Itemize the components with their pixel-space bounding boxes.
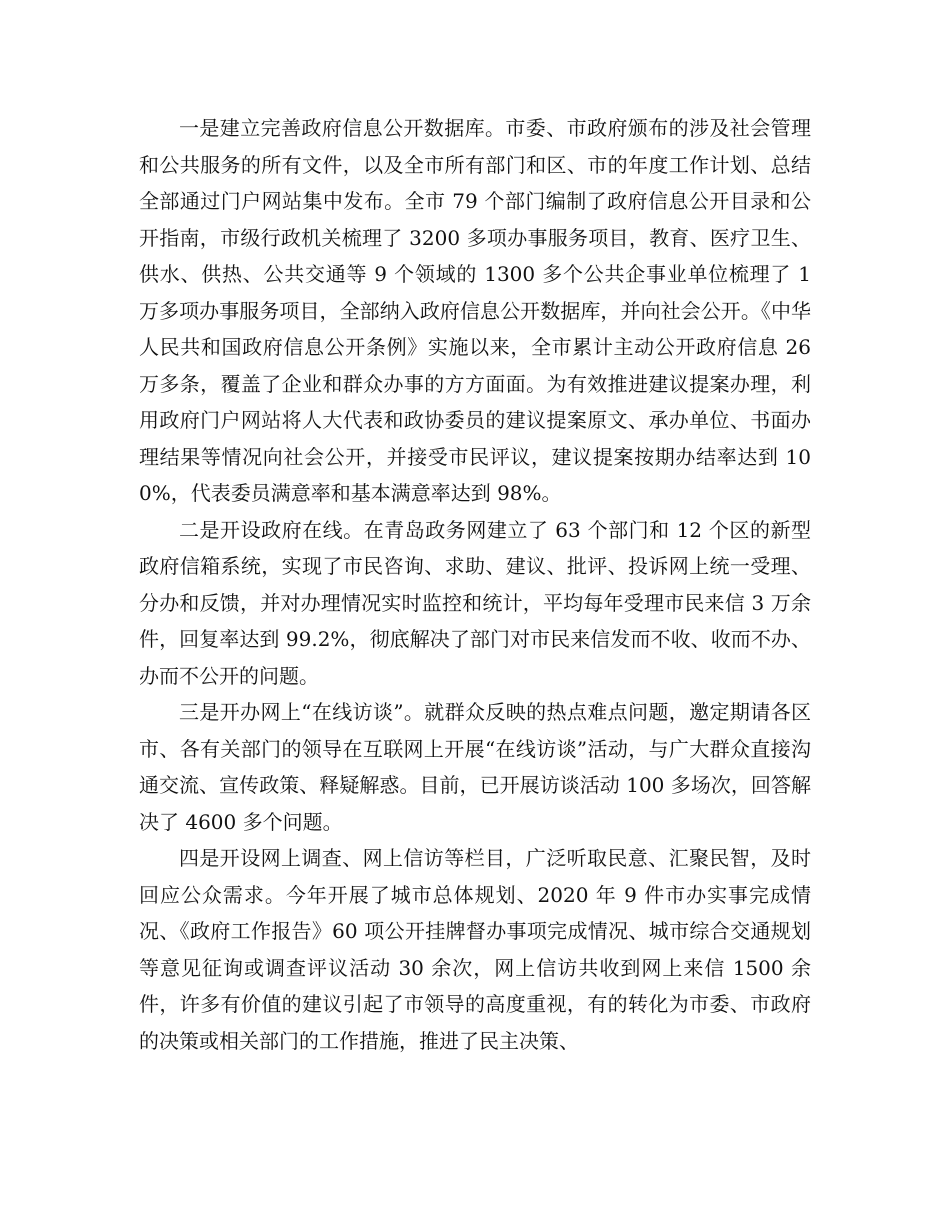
document-body [139, 110, 811, 1059]
paragraph-government-online: 二是开设政府在线。在青岛政务网建立了 63 个部门和 12 个区的新型政府信箱系统，实现了市民咨询、求助、建议、批评、投诉网上统一受理、分办和反馈，并对办理情况实时监控和统计，平均每年受理市民来信 3 万余件，回复率达到 99.2%，彻底解决了部门对市民来信发而不收、收而不办、办而不公开的问题。 [139, 517, 811, 688]
paragraph-database: 一是建立完善政府信息公开数据库。市委、市政府颁布的涉及社会管理和公共服务的所有文件，以及全市所有部门和区、市的年度工作计划、总结全部通过门户网站集中发布。全市 79 个部门编制了政府信息公开目录和公开指南，市级行政机关梳理了 3200 多项办事服务项目，教育、医疗卫生、供水、供热、公共交通等 9 个领域的 1300 多个公共企事业单位梳理了 1 万多项办事服务项目，全部纳入政府信息公开数据库，并向社会公开。《中华人民共和国政府信息公开条例》实施以来，全市累计主动公开政府信息 26 万多条，覆盖了企业和群众办事的方方面面。为有效推进建议提案办理，利用政府门户网站将人大代表和政协委员的建议提案原文、承办单位、书面办理结果等情况向社会公开，并接受市民评议，建议提案按期办结率达到 100%，代表委员满意率和基本满意率达到 98%。 [139, 116, 811, 505]
paragraph-online-interview: 三是开办网上“在线访谈”。就群众反映的热点难点问题，邀定期请各区市、各有关部门的领导在互联网上开展“在线访谈”活动，与广大群众直接沟通交流、宣传政策、释疑解惑。目前，已开展访谈活动 100 多场次，回答解决了 4600 多个问题。 [139, 700, 811, 834]
paragraph-online-survey: 四是开设网上调查、网上信访等栏目，广泛听取民意、汇聚民智，及时回应公众需求。今年开展了城市总体规划、2020 年 9 件市办实事完成情况、《政府工作报告》60 项公开挂牌督办事项完成情况、城市综合交通规划等意见征询或调查评议活动 30 余次，网上信访共收到网上来信 1500 余件，许多有价值的建议引起了市领导的高度重视，有的转化为市委、市政府的决策或相关部门的工作措施，推进了民主决策、 [139, 846, 811, 1053]
